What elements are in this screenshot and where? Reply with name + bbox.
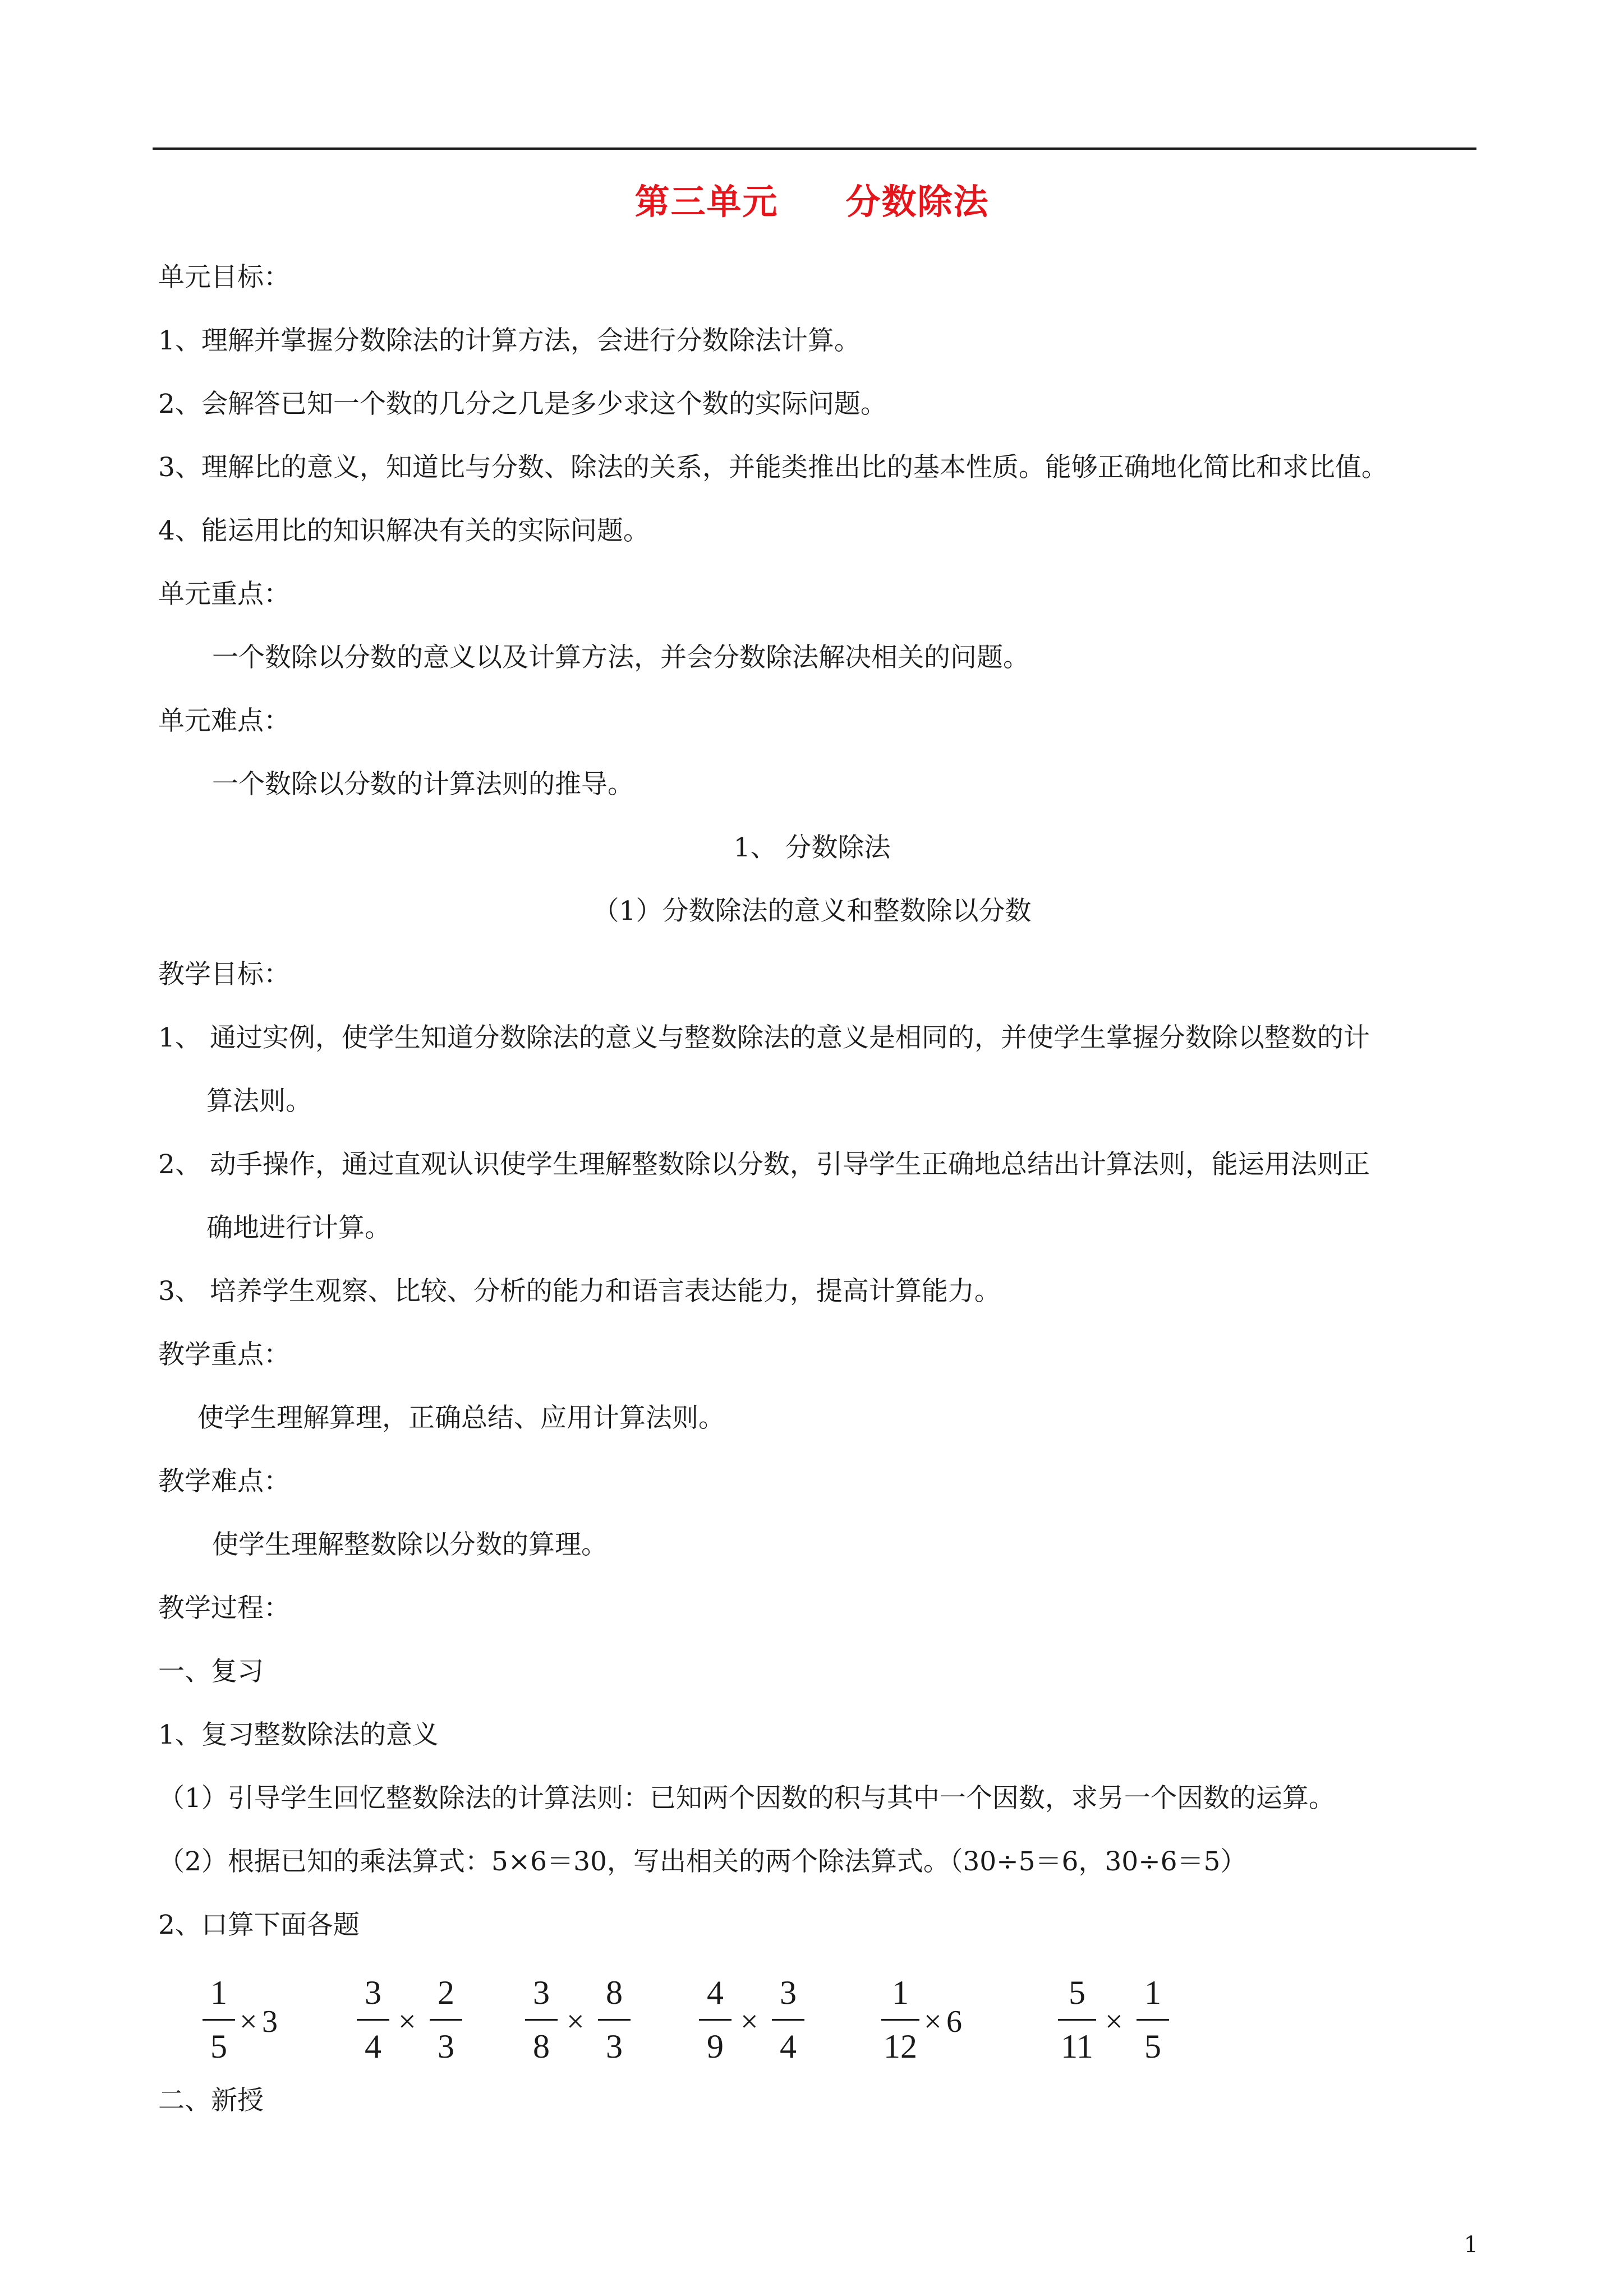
times-sign: × xyxy=(240,2004,257,2039)
denominator: 8 xyxy=(533,2028,550,2065)
numerator: 1 xyxy=(210,1974,227,2011)
numerator: 2 xyxy=(438,1974,454,2011)
new-lesson-heading: 二、新授 xyxy=(158,2085,264,2116)
unit-goals-heading: 单元目标： xyxy=(158,262,290,293)
numerator: 3 xyxy=(780,1974,797,2011)
times-sign: × xyxy=(924,2004,942,2039)
page-title xyxy=(0,174,1624,224)
denominator: 3 xyxy=(438,2028,454,2065)
review-item-2: 2、口算下面各题 xyxy=(158,1910,360,1940)
multiplier: 6 xyxy=(946,2004,962,2039)
page-number: 1 xyxy=(1464,2232,1478,2258)
times-sign: × xyxy=(398,2004,416,2039)
unit-goal-3: 3、理解比的意义，知道比与分数、除法的关系，并能类推出比的基本性质。能够正确地化简比和求比值。 xyxy=(158,452,1388,483)
review-item-1a: （1）引导学生回忆整数除法的计算法则：已知两个因数的积与其中一个因数，求另一个因数的运算。 xyxy=(158,1783,1335,1814)
teaching-goal-1: 1、 通过实例，使学生知道分数除法的意义与整数除法的意义是相同的，并使学生掌握分数除以整数的计 xyxy=(158,1022,1370,1053)
numerator: 3 xyxy=(365,1974,381,2011)
denominator: 3 xyxy=(606,2028,623,2065)
teaching-goal-2-cont: 确地进行计算。 xyxy=(206,1212,391,1243)
unit-key-heading: 单元重点： xyxy=(158,579,290,610)
section-subtitle: （1）分数除法的意义和整数除以分数 xyxy=(592,896,1032,926)
unit-goal-1: 1、理解并掌握分数除法的计算方法，会进行分数除法计算。 xyxy=(158,325,861,356)
unit-key-text: 一个数除以分数的意义以及计算方法，并会分数除法解决相关的问题。 xyxy=(212,642,1029,673)
denominator: 4 xyxy=(780,2028,797,2065)
numerator: 8 xyxy=(606,1974,623,2011)
numerator: 3 xyxy=(533,1974,550,2011)
teaching-key-heading: 教学重点： xyxy=(158,1339,290,1370)
unit-difficulty-heading: 单元难点： xyxy=(158,706,290,736)
section-title: 1、 分数除法 xyxy=(733,832,891,863)
numerator: 1 xyxy=(892,1974,909,2011)
denominator: 4 xyxy=(365,2028,381,2065)
denominator: 5 xyxy=(1144,2028,1161,2065)
unit-goal-4: 4、能运用比的知识解决有关的实际问题。 xyxy=(158,515,650,546)
teaching-key-text: 使学生理解算理，正确总结、应用计算法则。 xyxy=(197,1403,725,1433)
denominator: 9 xyxy=(707,2028,724,2065)
numerator: 5 xyxy=(1069,1974,1085,2011)
teaching-process-heading: 教学过程： xyxy=(158,1593,290,1624)
header-rule xyxy=(153,147,1476,150)
title-unit: 第三单元 xyxy=(634,181,779,222)
denominator: 12 xyxy=(884,2028,917,2065)
times-sign: × xyxy=(740,2004,758,2039)
times-sign: × xyxy=(567,2004,585,2039)
teaching-goals-heading: 教学目标： xyxy=(158,959,290,990)
teaching-goal-1-cont: 算法则。 xyxy=(206,1086,312,1117)
unit-difficulty-text: 一个数除以分数的计算法则的推导。 xyxy=(212,769,634,800)
review-item-1: 1、复习整数除法的意义 xyxy=(158,1719,439,1750)
numerator: 4 xyxy=(707,1974,724,2011)
teaching-difficulty-heading: 教学难点： xyxy=(158,1466,290,1497)
review-item-1b: （2）根据已知的乘法算式：5×6＝30，写出相关的两个除法算式。（30÷5＝6，30÷6＝5） xyxy=(158,1846,1247,1877)
unit-goal-2: 2、会解答已知一个数的几分之几是多少求这个数的实际问题。 xyxy=(158,389,887,419)
review-heading: 一、复习 xyxy=(158,1656,264,1687)
times-sign: × xyxy=(1105,2004,1123,2039)
title-topic: 分数除法 xyxy=(845,181,990,222)
denominator: 5 xyxy=(210,2028,227,2065)
multiplier: 3 xyxy=(262,2004,278,2039)
denominator: 11 xyxy=(1061,2028,1093,2065)
teaching-goal-3: 3、 培养学生观察、比较、分析的能力和语言表达能力，提高计算能力。 xyxy=(158,1276,1001,1307)
teaching-difficulty-text: 使学生理解整数除以分数的算理。 xyxy=(212,1529,608,1560)
teaching-goal-2: 2、 动手操作，通过直观认识使学生理解整数除以分数，引导学生正确地总结出计算法则，能运用法则正 xyxy=(158,1149,1370,1180)
numerator: 1 xyxy=(1144,1974,1161,2011)
